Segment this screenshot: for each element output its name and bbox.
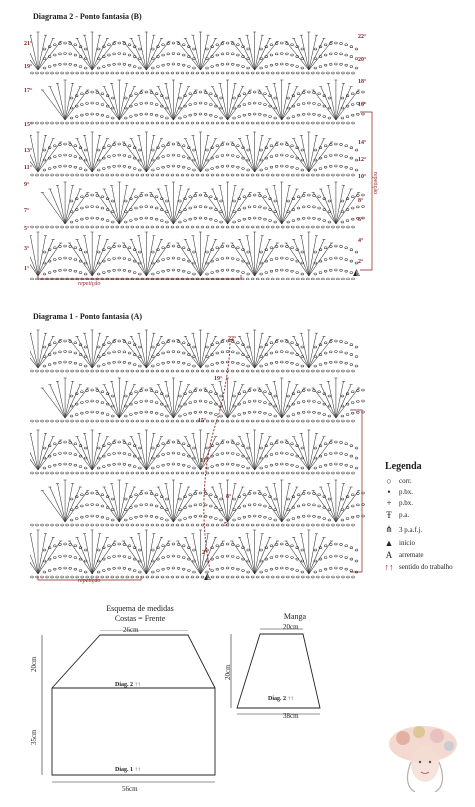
watermark-portrait-image: [385, 722, 460, 792]
row-number: 12°: [358, 157, 367, 163]
work-direction-icon: ↑↑: [384, 561, 394, 572]
row-number: 22°: [358, 34, 367, 40]
diagram1-title: Diagrama 1 - Ponto fantasia (A): [33, 312, 143, 321]
schema-drawing: [30, 630, 230, 790]
row-number: 11°: [200, 458, 209, 464]
legend-label: sentido do trabalho: [399, 562, 453, 571]
legend-item: [383, 509, 409, 520]
row-number: 5°: [24, 226, 30, 232]
sleeve-drawing: [225, 628, 335, 718]
start-arrow-icon: ▲: [384, 537, 394, 548]
schema-title: Esquema de medidas: [106, 604, 174, 613]
chain-stitch-icon: ○: [386, 475, 392, 486]
legend-label: início: [399, 538, 415, 547]
slip-stitch-icon: •: [387, 486, 391, 497]
row-number: 3°: [24, 246, 30, 252]
row-number: 20°: [358, 57, 367, 63]
schema-top-width: 26cm: [123, 626, 139, 634]
row-number: 14°: [358, 140, 367, 146]
row-number: 16°: [358, 102, 367, 108]
row-number: 7°: [24, 208, 30, 214]
sleeve-height: 20cm: [224, 664, 232, 680]
diagram1-chart: [30, 322, 365, 580]
row-number: 21°: [24, 41, 33, 47]
row-number: 18°: [358, 79, 367, 85]
row-number: 15°: [24, 122, 33, 128]
diagram2-repeat-label: repetição: [78, 281, 101, 287]
sleeve-title: Manga: [283, 612, 307, 621]
schema-diag2-tag: Diag. 2 ↑↑: [115, 682, 141, 688]
row-number: 19°: [24, 64, 33, 70]
legend-label: 3 p.a.f.j.: [399, 525, 423, 534]
schema-diag1-tag: Diag. 1 ↑↑: [115, 767, 141, 773]
row-number: 9°: [24, 182, 30, 188]
legend-label: p.a.: [399, 510, 410, 519]
legend-item: [383, 486, 413, 497]
legend-title: Legenda: [385, 461, 422, 472]
row-number: 8°: [226, 494, 232, 500]
diagram2-repeat-bracket-bottom: [36, 275, 246, 281]
legend-label: p.bx.: [399, 498, 413, 507]
row-number: 4°: [358, 238, 364, 244]
row-number: 2°: [358, 259, 364, 265]
diagram1-repeat-bracket: [350, 408, 366, 576]
row-number: 11°: [24, 165, 33, 171]
legend-item: [383, 475, 412, 486]
legend-item: [383, 561, 453, 572]
diagram2-chart: [30, 24, 365, 280]
legend-item: [383, 497, 413, 508]
row-number: 6°: [358, 217, 364, 223]
double-crochet-icon: Ŧ: [386, 509, 392, 520]
legend-label: arremate: [399, 550, 424, 559]
legend-item: [383, 537, 415, 548]
schema-bottom-width: 56cm: [122, 785, 138, 793]
row-number: 8°: [358, 198, 364, 204]
sleeve-bottom-width: 38cm: [283, 712, 299, 720]
diagram2-side-label: repetição: [372, 172, 378, 194]
row-number: 5°: [224, 522, 230, 528]
row-number: 1°: [24, 266, 30, 272]
schema-lower-height: 35cm: [30, 729, 38, 745]
sleeve-top-width: 20cm: [283, 623, 299, 631]
start-arrow-icon: ◭: [353, 267, 360, 277]
diagram2-title: Diagrama 2 - Ponto fantasia (B): [33, 12, 142, 21]
row-number: 22°: [228, 336, 237, 342]
single-crochet-icon: +: [386, 497, 392, 508]
row-number: 17°: [24, 88, 33, 94]
schema-upper-height: 20cm: [30, 656, 38, 672]
schema-subtitle: Costas = Frente: [114, 614, 166, 623]
start-arrow-icon: ◭: [204, 571, 211, 581]
cluster-stitch-icon: ⋔: [385, 524, 393, 534]
legend-label: corr.: [399, 476, 412, 485]
row-number: 15°: [198, 418, 207, 424]
sleeve-diag-tag: Diag. 2 ↑↑: [268, 696, 294, 702]
legend-item: [383, 549, 423, 560]
row-number: 10°: [358, 174, 367, 180]
row-number: 19°: [214, 376, 223, 382]
diagram1-repeat-label: repetição: [78, 578, 101, 584]
row-number: 2°: [202, 550, 208, 556]
row-number: 13°: [24, 148, 33, 154]
finish-icon: A: [385, 549, 393, 560]
legend-item: [383, 524, 422, 535]
legend-label: p.bx.: [399, 487, 413, 496]
